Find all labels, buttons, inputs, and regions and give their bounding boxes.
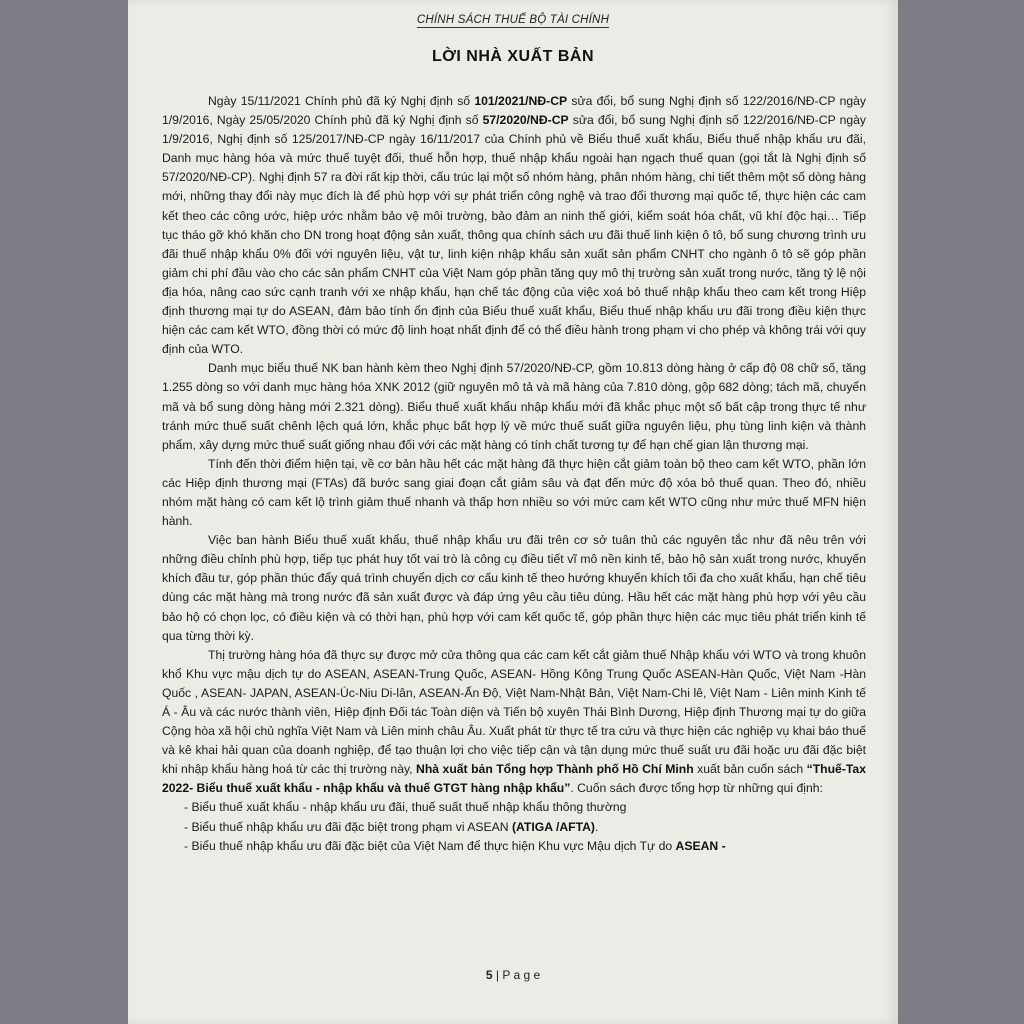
paragraph [162,455,866,531]
running-header [128,14,898,26]
text-run: - Biểu thuế nhập khẩu ưu đãi đặc biệt của Việt Nam để thực hiện Khu vực Mậu dịch Tự do [184,838,676,853]
bold-text: Nhà xuất bản Tổng hợp Thành phố Hồ Chí Minh [416,762,694,777]
page-number: 5 [485,968,493,982]
list-item [184,837,866,856]
bold-text: 101/2021/NĐ-CP [474,94,568,108]
document-page [128,0,898,1024]
bold-text: 57/2020/NĐ-CP [482,113,569,128]
page-footer [128,968,898,982]
text-run: - Biểu thuế xuất khẩu - nhập khẩu ưu đãi, thuế suất thuế nhập khẩu thông thường [184,800,627,815]
text-run: Ngày 15/11/2021 Chính phủ đã ký Nghị định số [208,94,475,108]
page-title: LỜI NHÀ XUẤT BẢN [431,48,595,65]
list-item [184,818,866,837]
bold-text: “Thuế-Tax 2022- Biểu thuế xuất khẩu - nhập khẩu và thuế GTGT hàng nhập khẩu” [162,762,866,796]
text-run: sửa đổi, bổ sung Nghị định số 122/2016/NĐ-CP ngày 1/9/2016, Ngày 25/05/2020 Chính phủ đã ký Nghị định số [162,94,866,128]
regulation-list [162,798,866,855]
text-run: Việc ban hành Biểu thuế xuất khẩu, thuế nhập khẩu ưu đãi trên cơ sở tuân thủ các nguyên tắc như đã nêu trên với những điều chỉnh phù hợp, tiếp tục phát huy tốt vai trò là công cụ điều tiết vĩ mô nền kinh tế, bảo hộ sản xuất trong nước, khuyến khích đầu tư, góp phần thúc đẩy quá trình chuyển dịch cơ cấu kinh tế theo hướng khuyến khích tối đa cho xuất khẩu, hạn chế tiêu dùng các mặt hàng mà trong nước đã sản xuất được và đáp ứng yêu cầu tiêu dùng. Hầu hết các mặt hàng phù hợp với yêu cầu bảo hộ có chọn lọc, có điều kiện và có thời hạn, phù hợp với cam kết quốc tế, góp phần thực hiện các mục tiêu phát triển kinh tế qua từng thời kỳ. [162,533,866,643]
bold-text: (ATIGA /AFTA) [511,819,595,834]
footer-separator: | [492,968,503,982]
text-run: xuất bản cuốn sách [693,762,807,777]
page-label: P a g e [502,968,541,982]
paragraph-list [162,92,866,798]
text-run: . Cuốn sách được tổng hợp từ những qui định: [570,781,823,796]
paragraph [162,531,866,646]
paragraph [162,92,866,359]
text-run: sửa đổi, bổ sung Nghị định số 122/2016/NĐ-CP ngày 1/9/2016, Nghị định số 125/2017/NĐ-CP ngày 16/11/2017 của Chính phủ về Biểu thuế xuất khẩu, Biểu thuế nhập khẩu ưu đãi, Danh mục hàng hóa và mức thuế tuyệt đối, thuế hỗn hợp, thuế nhập khẩu ngoài hạn ngạch thuế quan (gọi tắt là Nghị định số 57/2020/NĐ-CP). Nghị định 57 ra đời rất kịp thời, cấu trúc lại một số nhóm hàng, phân nhóm hàng, chi tiết thêm một số dòng hàng mới, những thay đổi này mục đích là để phù hợp với sự phát triển công nghệ và trao đổi thương mại quốc tế, thực hiện các cam kết theo các công ước, hiệp ước nhằm bảo vệ môi trường, bảo đảm an ninh thế giới, kiểm soát hóa chất, vũ khí độc hại… Tiếp tục tháo gỡ khó khăn cho DN trong hoạt động sản xuất, thông qua chính sách ưu đãi thuế linh kiện ô tô, bổ sung chương trình ưu đãi thuế nhập khẩu 0% đối với nguyên liệu, vật tư, linh kiện nhập khẩu sản xuất sản phẩm CNHT cho ngành ô tô sẽ góp phần giảm chi phí đầu vào cho các sản phẩm CNHT của Việt Nam góp phần tăng quy mô thị trường sản xuất trong nước, tăng tỷ lệ nội địa hóa, nâng cao sức cạnh tranh với xe nhập khẩu, hạn chế tác động của việc xoá bỏ thuế nhập khẩu theo cam kết trong Hiệp định thương mại tự do ASEAN, đảm bảo tính ổn định của Biểu thuế xuất khẩu, Biểu thuế nhập khẩu ưu đãi trong điều kiện thực hiện các cam kết WTO, đồng thời có mức độ linh hoạt nhất định để có thể điều hành trong phạm vi cho phép và không trái với quy định của WTO. [162,113,866,357]
list-item [184,798,866,817]
text-run: Danh mục biểu thuế NK ban hành kèm theo Nghị định 57/2020/NĐ-CP, gồm 10.813 dòng hàng ở cấp độ 08 chữ số, tăng 1.255 dòng so với danh mục hàng hóa XNK 2012 (giữ nguyên mô tả và mã hàng của 7.810 dòng, gộp 682 dòng; tách mã, chuyển mã và bổ sung dòng hàng mới 2.321 dòng). Biểu thuế xuất khẩu nhập khẩu mới đã khắc phục một số bất cập trong thực tế như tránh mức thuế suất chênh lệch quá lớn, khắc phục bất hợp lý về mức thuế suất giữa nguyên liệu, phụ tùng linh kiện và thành phẩm, xây dựng mức thuế suất giống nhau đối với các mặt hàng có tính chất tương tự để hạn chế gian lận thương mại. [162,361,866,452]
document-body [162,92,866,856]
bold-text: ASEAN - [675,838,726,853]
text-run: Tính đến thời điểm hiện tại, về cơ bản hầu hết các mặt hàng đã thực hiện cắt giảm toàn bộ theo cam kết WTO, phần lớn các Hiệp định thương mại (FTAs) đã bước sang giai đoạn cắt giảm sâu và đạt đến mức độ xóa bỏ thuế quan. Theo đó, nhiều nhóm mặt hàng có cam kết lộ trình giảm thuế nhanh và thấp hơn nhiều so với mức cam kết WTO cũng như mức thuế MFN hiện hành. [162,456,866,529]
paragraph [162,646,866,799]
text-run: Thị trường hàng hóa đã thực sự được mở cửa thông qua các cam kết cắt giảm thuế Nhập khẩu với WTO và trong khuôn khổ Khu vực mậu dịch tự do ASEAN, ASEAN-Trung Quốc, ASEAN- Hồng Kông Trung Quốc ASEAN-Hàn Quốc, Việt Nam -Hàn Quốc , ASEAN- JAPAN, ASEAN-Úc-Niu Di-lân, ASEAN-Ấn Độ, Việt Nam-Nhật Bản, Việt Nam-Chi lê, Việt Nam - Liên minh Kinh tế Á - Âu và các nước thành viên, Hiệp định Đối tác Toàn diện và Tiến bộ xuyên Thái Bình Dương, Hiệp định Thương mại tự do giữa Cộng hòa xã hội chủ nghĩa Việt Nam và Liên minh châu Âu. Xuất phát từ thực tế tra cứu và thực hiện các nghiệp vụ khai báo thuế và kê khai hải quan của doanh nghiệp, để tạo thuận lợi cho việc tiếp cận và tận dụng mức thuế suất ưu đãi hoặc ưu đãi đặc biệt khi nhập khẩu hàng hoá từ các thị trường này, [162,647,866,777]
running-header-text: CHÍNH SÁCH THUẾ BỘ TÀI CHÍNH [416,14,610,26]
paragraph [162,359,866,454]
text-run: - Biểu thuế nhập khẩu ưu đãi đặc biệt trong phạm vi ASEAN [184,819,512,834]
text-run: . [594,819,599,834]
